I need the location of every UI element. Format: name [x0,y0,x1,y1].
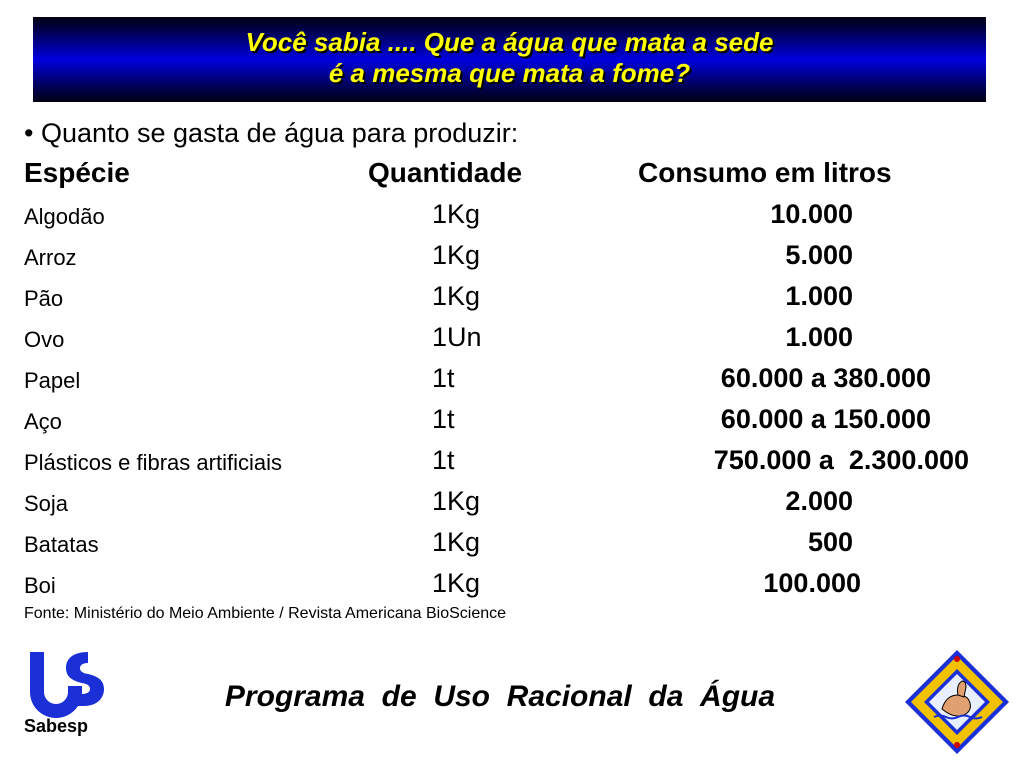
sabesp-logo-text: Sabesp [24,716,89,736]
especie-cell: Algodão [24,204,105,229]
especie-cell: Batatas [24,532,99,557]
especie-cell: Papel [24,368,81,393]
title-banner [33,17,986,102]
footer-program-title: Programa de Uso Racional da Água [224,680,776,713]
table-row [0,237,1024,277]
consumo-cell: 2.000 [785,486,853,516]
header-quantidade: Quantidade [368,157,523,188]
quantidade-cell: 1Kg [432,527,481,557]
quantidade-cell: 1Kg [432,240,481,270]
table-row [0,524,1024,564]
table-row [0,442,1024,482]
especie-cell: Plásticos e fibras artificiais [24,450,282,475]
consumo-cell: 1.000 [785,322,853,352]
intro-bullet: • Quanto se gasta de água para produzir: [24,118,519,148]
source-note: Fonte: Ministério do Meio Ambiente / Revista Americana BioScience [24,605,507,622]
quantidade-cell: 1Un [432,322,482,352]
table-row [0,565,1024,605]
table-row [0,401,1024,441]
especie-cell: Soja [24,491,69,516]
table-row [0,360,1024,400]
quantidade-cell: 1t [432,445,455,475]
quantidade-cell: 1t [432,404,455,434]
title-line-2: é a mesma que mata a fome? [328,58,691,88]
especie-cell: Arroz [24,245,77,270]
especie-cell: Aço [24,409,62,434]
quantidade-cell: 1Kg [432,199,481,229]
header-consumo: Consumo em litros [638,157,892,188]
title-line-1: Você sabia .... Que a água que mata a sede [245,27,774,57]
consumo-cell: 5.000 [785,240,853,270]
consumo-cell: 100.000 [763,568,861,598]
consumo-cell: 500 [807,527,853,557]
quantidade-cell: 1Kg [432,486,481,516]
pura-seal-icon [902,647,1012,757]
table-row [0,196,1024,236]
especie-cell: Ovo [24,327,65,352]
quantidade-cell: 1Kg [432,568,481,598]
consumo-cell: 10.000 [770,199,853,229]
table-row [0,319,1024,359]
consumo-cell: 1.000 [785,281,853,311]
consumo-cell: 750.000 a 2.300.000 [713,445,969,475]
quantidade-cell: 1Kg [432,281,481,311]
especie-cell: Pão [24,286,64,311]
consumo-cell: 60.000 a 150.000 [720,404,931,434]
table-row [0,483,1024,523]
quantidade-cell: 1t [432,363,455,393]
especie-cell: Boi [24,573,56,598]
table-row [0,278,1024,318]
consumo-cell: 60.000 a 380.000 [720,363,931,393]
header-especie: Espécie [24,157,130,188]
